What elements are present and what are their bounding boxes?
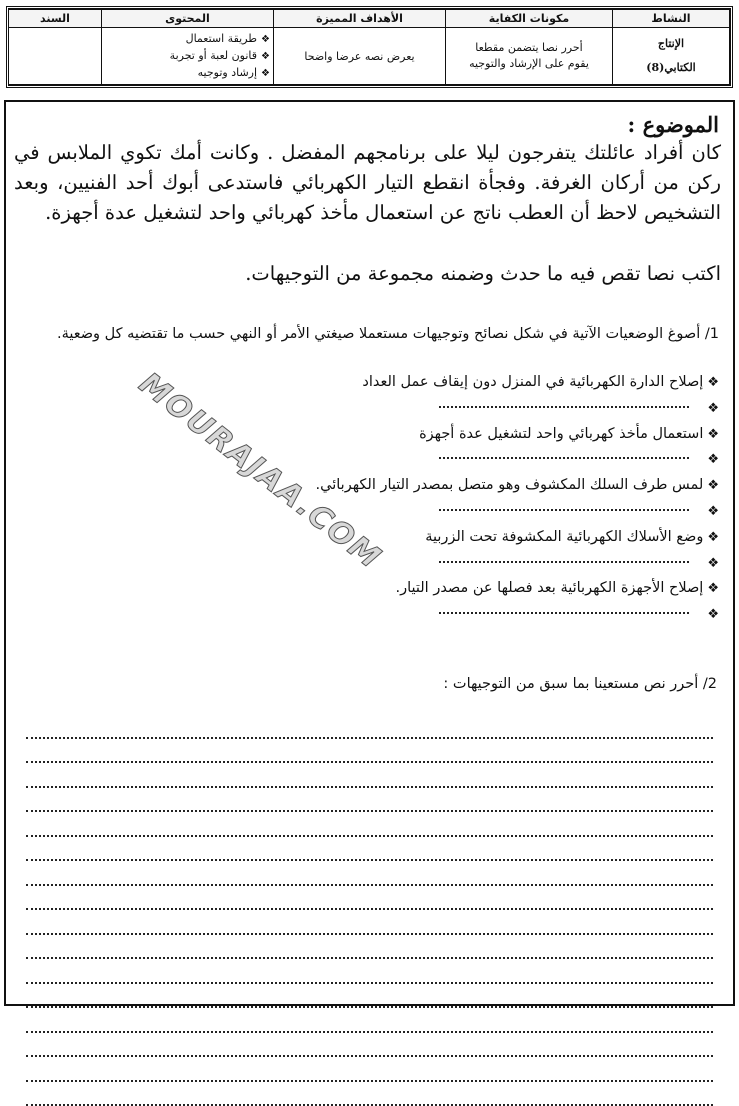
diamond-bullet-icon: ❖ xyxy=(707,607,719,622)
support-cell xyxy=(9,28,102,85)
writing-instruction: اكتب نصا تقص فيه ما حدث وضمنه مجموعة من التوجيهات. xyxy=(245,262,721,285)
dotted-writing-line[interactable] xyxy=(26,812,713,837)
goal-cell: يعرض نصه عرضا واضحا xyxy=(274,28,446,85)
competency-cell xyxy=(446,28,613,85)
content-item xyxy=(105,65,270,82)
dotted-writing-line[interactable] xyxy=(26,1033,713,1058)
activity-title: الإنتاج xyxy=(616,32,726,56)
site-watermark: MOURAJAA.COM xyxy=(136,366,328,525)
dotted-writing-line[interactable] xyxy=(26,1057,713,1082)
diamond-bullet-icon: ❖ xyxy=(707,375,719,390)
situation-text: إصلاح الدارة الكهربائية في المنزل دون إيقاف عمل العداد xyxy=(362,374,703,390)
diamond-bullet-icon: ❖ xyxy=(261,34,270,45)
diamond-bullet-icon: ❖ xyxy=(261,68,270,79)
dotted-answer-line[interactable] xyxy=(439,509,689,511)
content-item xyxy=(105,48,270,65)
diamond-bullet-icon: ❖ xyxy=(707,452,719,467)
situation-text: إصلاح الأجهزة الكهربائية بعد فصلها عن مصدر التيار. xyxy=(395,580,703,596)
answer-line-item[interactable] xyxy=(20,447,719,473)
situation-item xyxy=(20,370,719,396)
header-col-competency: مكونات الكفاية xyxy=(446,10,613,28)
answer-area[interactable] xyxy=(26,714,713,1106)
content-item-label: إرشاد وتوجيه xyxy=(198,66,257,79)
situation-text: وضع الأسلاك الكهربائية المكشوفة تحت الزربية xyxy=(425,529,703,545)
question-1-prompt: 1/ أصوغ الوضعيات الآتية في شكل نصائح وتوجيهات مستعملا صيغتي الأمر أو النهي حسب ما تقتضيه كل وضعية. xyxy=(20,324,719,344)
header-table xyxy=(8,9,730,85)
content-cell xyxy=(102,28,274,85)
diamond-bullet-icon: ❖ xyxy=(707,556,719,571)
activity-subtitle: الكتابي(8) xyxy=(616,56,726,80)
question-2-prompt: 2/ أحرر نص مستعينا بما سبق من التوجيهات : xyxy=(443,676,717,692)
dotted-writing-line[interactable] xyxy=(26,763,713,788)
dotted-writing-line[interactable] xyxy=(26,1008,713,1033)
activity-cell xyxy=(613,28,730,85)
header-col-content: المحتوى xyxy=(102,10,274,28)
answer-line-item[interactable] xyxy=(20,602,719,628)
situation-item xyxy=(20,525,719,551)
content-item xyxy=(105,31,270,48)
exercise-box xyxy=(4,100,735,1006)
diamond-bullet-icon: ❖ xyxy=(707,401,719,416)
dotted-writing-line[interactable] xyxy=(26,861,713,886)
dotted-writing-line[interactable] xyxy=(26,935,713,960)
dotted-writing-line[interactable] xyxy=(26,886,713,911)
dotted-answer-line[interactable] xyxy=(439,457,689,459)
situation-item xyxy=(20,422,719,448)
diamond-bullet-icon: ❖ xyxy=(707,581,719,596)
topic-paragraph: كان أفراد عائلتك يتفرجون ليلا على برنامجهم المفضل . وكانت أمك تكوي الملابس في ركن من أركان الغرفة. وفجأة انقطع التيار الكهربائي فاستدعى أبوك أحد الفنيين، وبعد التشخيص لاحظ أن العطب ناتج عن استعمال مأخذ كهربائي واحد لتشغيل عدة أجهزة. xyxy=(14,138,721,228)
situation-item xyxy=(20,473,719,499)
content-list xyxy=(105,31,270,82)
dotted-answer-line[interactable] xyxy=(439,561,689,563)
answer-line-item[interactable] xyxy=(20,551,719,577)
diamond-bullet-icon: ❖ xyxy=(707,530,719,545)
dotted-writing-line[interactable] xyxy=(26,837,713,862)
dotted-writing-line[interactable] xyxy=(26,1082,713,1106)
diamond-bullet-icon: ❖ xyxy=(707,504,719,519)
competency-line: أحرر نصا يتضمن مقطعا xyxy=(449,40,609,56)
diamond-bullet-icon: ❖ xyxy=(707,478,719,493)
header-col-goals: الأهداف المميزة xyxy=(274,10,446,28)
dotted-writing-line[interactable] xyxy=(26,739,713,764)
answer-line-item[interactable] xyxy=(20,396,719,422)
topic-heading: الموضوع : xyxy=(628,112,720,137)
answer-line-item[interactable] xyxy=(20,499,719,525)
header-col-activity: النشاط xyxy=(613,10,730,28)
lesson-header xyxy=(6,6,733,88)
situations-list xyxy=(20,370,719,628)
situation-text: استعمال مأخذ كهربائي واحد لتشغيل عدة أجهزة xyxy=(419,426,703,442)
header-col-support: السند xyxy=(9,10,102,28)
situation-text: لمس طرف السلك المكشوف وهو متصل بمصدر التيار الكهربائي. xyxy=(316,477,704,493)
dotted-writing-line[interactable] xyxy=(26,714,713,739)
dotted-answer-line[interactable] xyxy=(439,612,689,614)
diamond-bullet-icon: ❖ xyxy=(261,51,270,62)
content-item-label: طريقة استعمال xyxy=(186,32,257,45)
diamond-bullet-icon: ❖ xyxy=(707,427,719,442)
competency-line: يقوم على الإرشاد والتوجيه xyxy=(449,56,609,72)
situation-item xyxy=(20,576,719,602)
content-item-label: قانون لعبة أو تجربة xyxy=(170,49,257,62)
dotted-writing-line[interactable] xyxy=(26,959,713,984)
dotted-writing-line[interactable] xyxy=(26,788,713,813)
dotted-answer-line[interactable] xyxy=(439,406,689,408)
dotted-writing-line[interactable] xyxy=(26,910,713,935)
dotted-writing-line[interactable] xyxy=(26,984,713,1009)
